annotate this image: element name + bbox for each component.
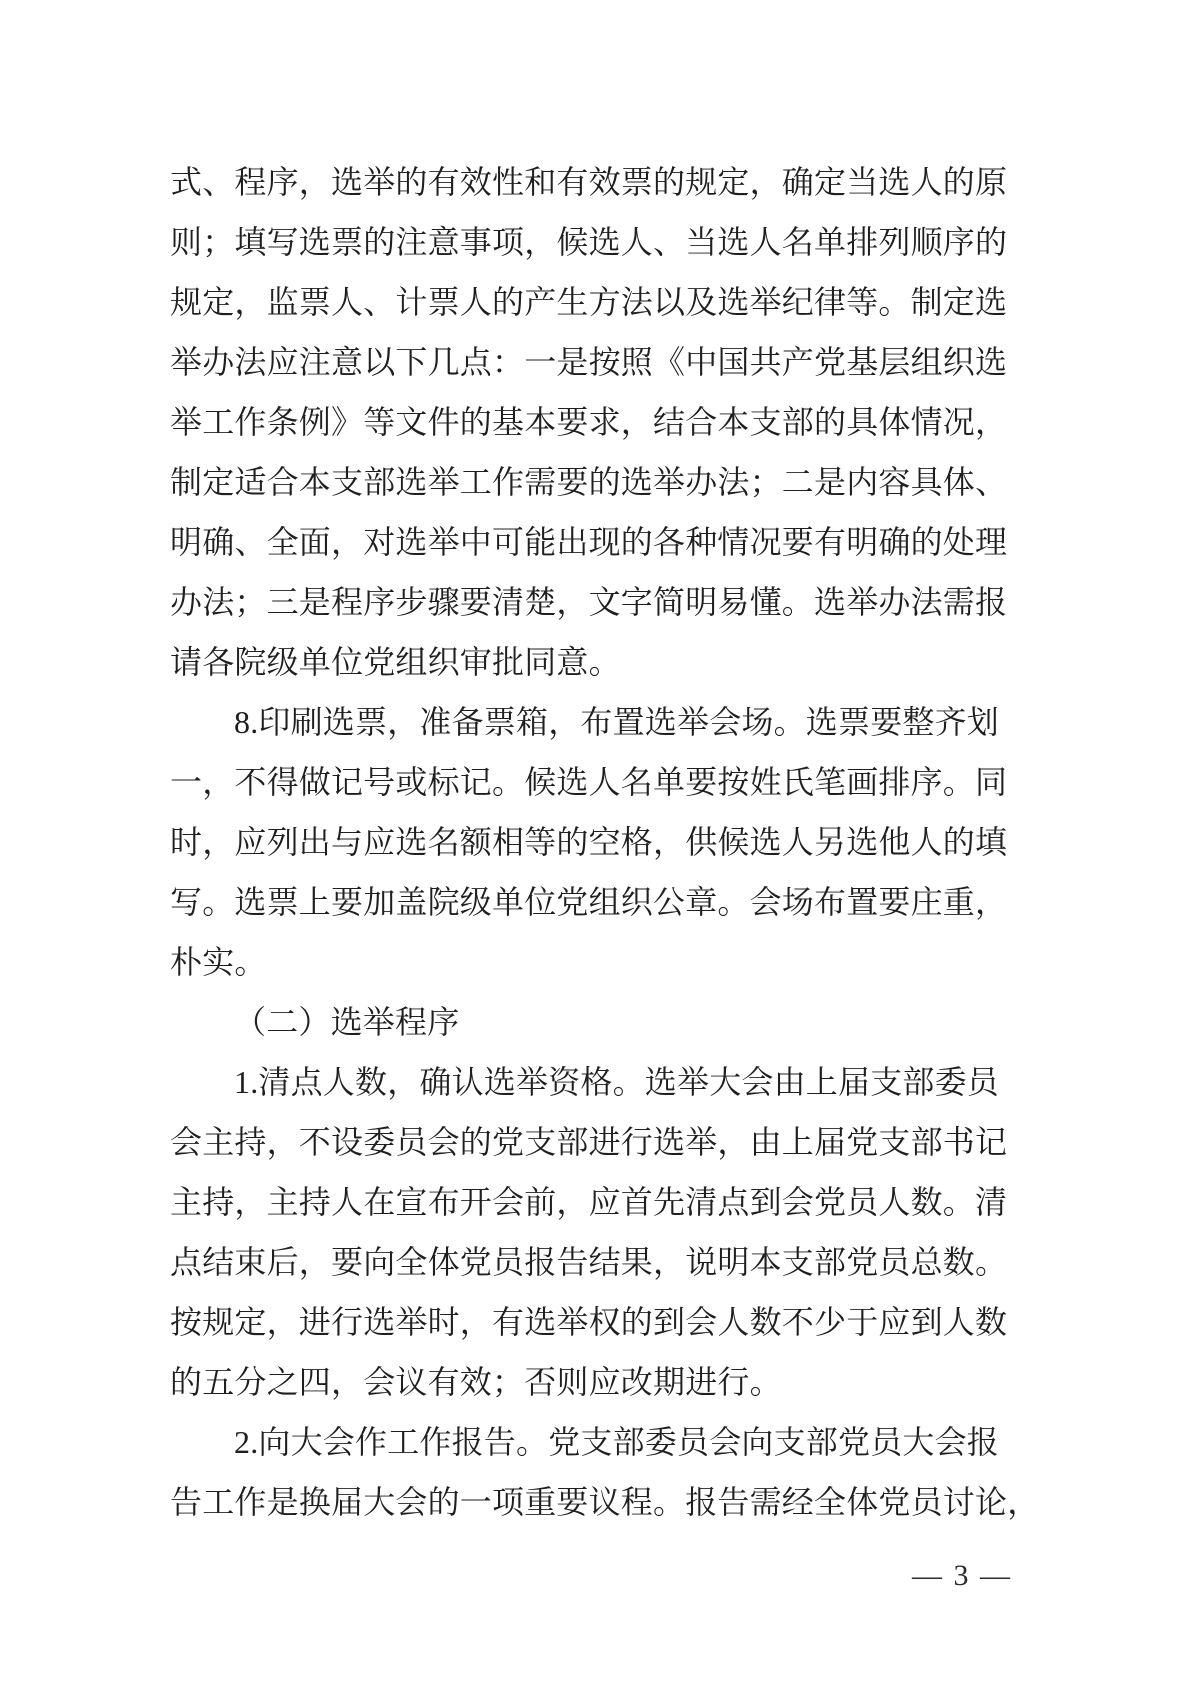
text-line: 请各院级单位党组织审批同意。 xyxy=(170,644,621,680)
text-line: 告工作是换届大会的一项重要议程。报告需经全体党员讨论， xyxy=(170,1484,1040,1520)
text-line: 主持，主持人在宣布开会前，应首先清点到会党员人数。清 xyxy=(170,1184,1008,1220)
text-line: 规定，监票人、计票人的产生方法以及选举纪律等。制定选 xyxy=(170,284,1008,320)
text-line: 一，不得做记号或标记。候选人名单要按姓氏笔画排序。同 xyxy=(170,764,1008,800)
page-number: — 3 — xyxy=(912,1559,1012,1592)
text-line: 则；填写选票的注意事项，候选人、当选人名单排列顺序的 xyxy=(170,224,1008,260)
text-line: 8.印刷选票，准备票箱，布置选举会场。选票要整齐划 xyxy=(234,704,1000,740)
page-footer xyxy=(170,1556,1012,1596)
text-line: 按规定，进行选举时，有选举权的到会人数不少于应到人数 xyxy=(170,1304,1008,1340)
text-line: 举办法应注意以下几点：一是按照《中国共产党基层组织选 xyxy=(170,344,1008,380)
text-line: 1.清点人数，确认选举资格。选举大会由上届支部委员 xyxy=(234,1064,1000,1100)
text-line: 2.向大会作工作报告。党支部委员会向支部党员大会报 xyxy=(234,1424,1000,1460)
text-line: 明确、全面，对选举中可能出现的各种情况要有明确的处理 xyxy=(170,524,1008,560)
text-line: 点结束后，要向全体党员报告结果，说明本支部党员总数。 xyxy=(170,1244,1008,1280)
document-body xyxy=(170,152,1040,1532)
text-line: 朴实。 xyxy=(170,944,267,980)
text-line: 的五分之四，会议有效；否则应改期进行。 xyxy=(170,1364,782,1400)
text-line: 式、程序，选举的有效性和有效票的规定，确定当选人的原 xyxy=(170,164,1008,200)
text-line: 举工作条例》等文件的基本要求，结合本支部的具体情况， xyxy=(170,404,1008,440)
text-line: 写。选票上要加盖院级单位党组织公章。会场布置要庄重， xyxy=(170,884,1008,920)
text-line: 时，应列出与应选名额相等的空格，供候选人另选他人的填 xyxy=(170,824,1008,860)
text-line: 会主持，不设委员会的党支部进行选举，由上届党支部书记 xyxy=(170,1124,1008,1160)
section-heading: （二）选举程序 xyxy=(234,1004,460,1040)
text-line: 制定适合本支部选举工作需要的选举办法；二是内容具体、 xyxy=(170,464,1008,500)
text-line: 办法；三是程序步骤要清楚，文字简明易懂。选举办法需报 xyxy=(170,584,1008,620)
